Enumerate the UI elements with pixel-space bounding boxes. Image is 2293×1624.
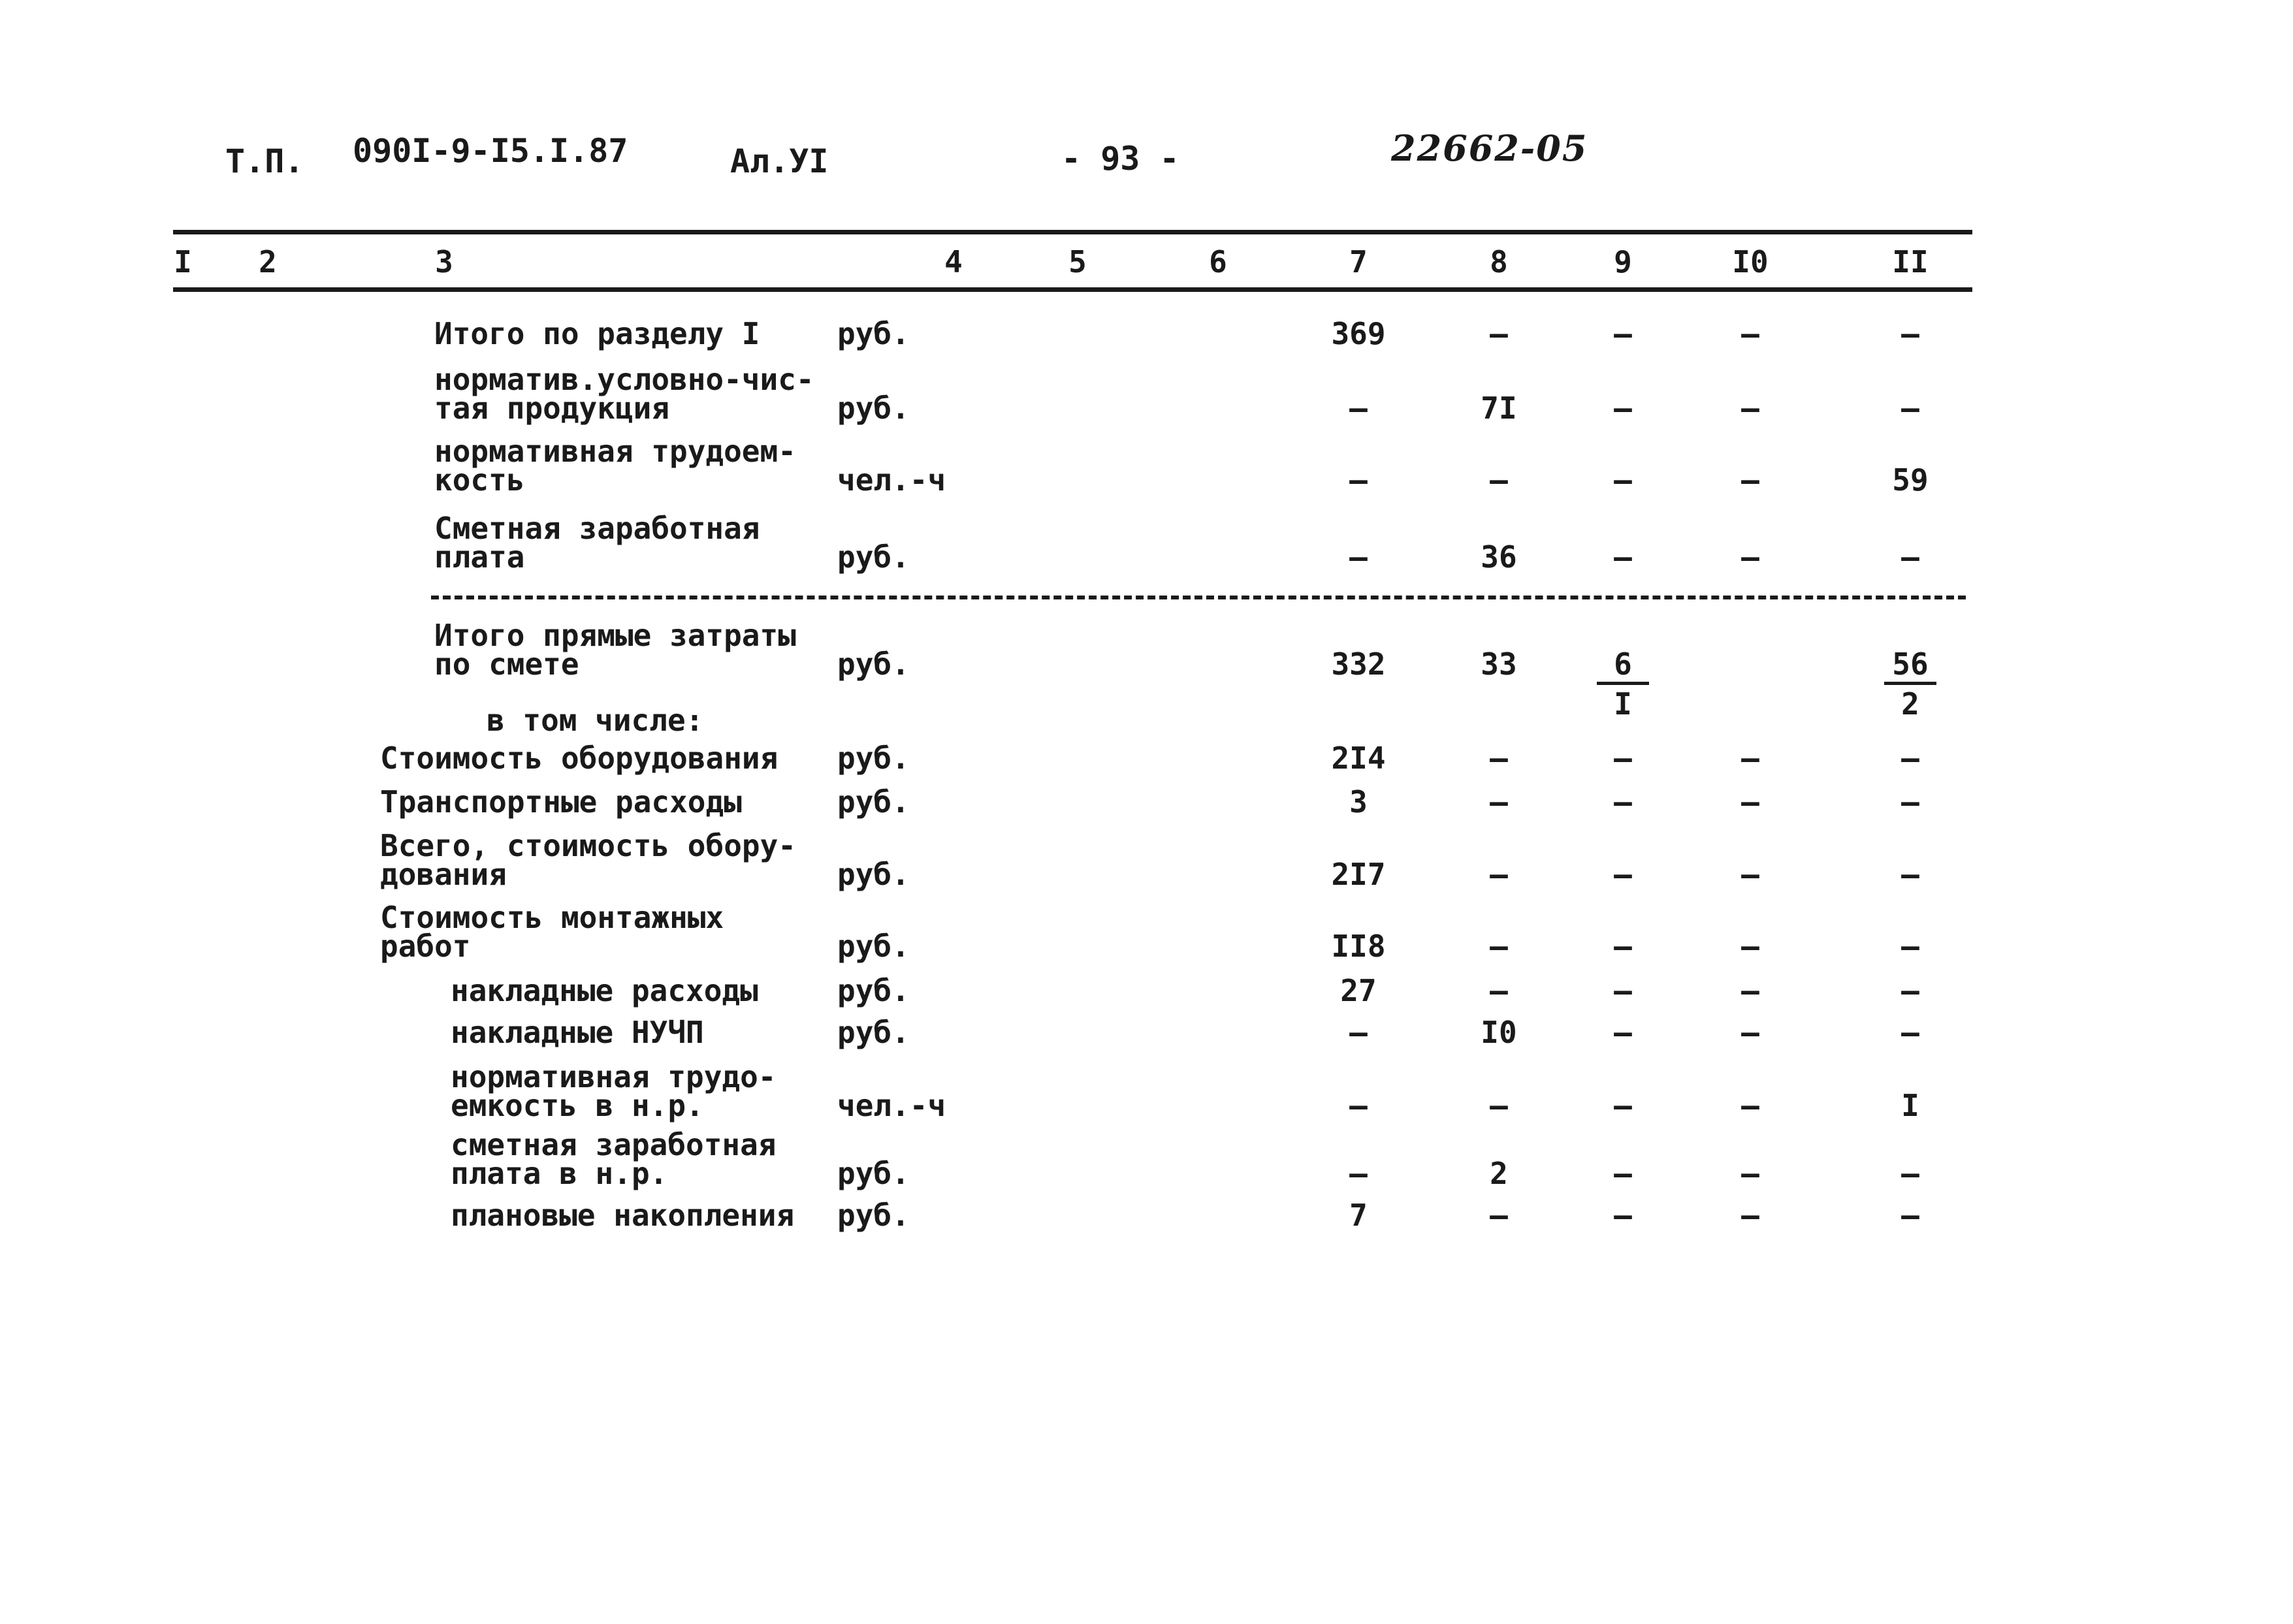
row-top-value-c7: –	[1349, 462, 1368, 498]
row-top-value-c11: 59	[1892, 462, 1929, 498]
row-bottom-value-c11: –	[1901, 929, 1919, 964]
row-bottom-value-c8: –	[1490, 973, 1508, 1008]
row-bottom-label: нормативная трудо-	[451, 1059, 777, 1094]
row-bottom-value-c8: –	[1490, 857, 1508, 892]
row-top-unit: чел.-ч	[837, 462, 946, 498]
row-bottom-value-c7: 2I7	[1331, 857, 1386, 892]
row-bottom-unit: руб.	[837, 784, 910, 820]
row-bottom-unit: руб.	[837, 973, 910, 1008]
column-number-5: 5	[1068, 244, 1087, 279]
row-bottom-label: плата в н.р.	[451, 1156, 668, 1191]
column-number-9: 9	[1614, 244, 1632, 279]
row-bottom-label: емкость в н.р.	[451, 1088, 704, 1123]
row-bottom-label: дования	[380, 857, 507, 892]
handwritten-number: 22662-05	[1391, 127, 1588, 169]
row-top-value-c8: 36	[1481, 539, 1517, 575]
page-number: - 93 -	[1061, 140, 1179, 178]
row-bottom-value-c9: –	[1614, 1088, 1632, 1123]
row-top-value-c9: –	[1614, 462, 1632, 498]
direct-costs-value-c8: 33	[1481, 646, 1517, 682]
row-bottom-unit: руб.	[837, 740, 910, 776]
row-top-label: плата	[434, 539, 525, 575]
row-top-label: нормативная трудоем-	[434, 434, 796, 469]
row-bottom-value-c9: –	[1614, 929, 1632, 964]
row-bottom-value-c7: 3	[1349, 784, 1368, 820]
row-top-value-c8: 7I	[1481, 390, 1517, 426]
row-top-value-c8: –	[1490, 316, 1508, 351]
row-top-value-c9: –	[1614, 316, 1632, 351]
row-top-label: тая продукция	[434, 390, 670, 426]
row-top-value-c10: –	[1741, 462, 1759, 498]
row-bottom-value-c10: –	[1741, 1198, 1759, 1233]
column-number-7: 7	[1349, 244, 1368, 279]
row-bottom-value-c8: –	[1490, 784, 1508, 820]
row-bottom-value-c8: –	[1490, 1198, 1508, 1233]
row-bottom-value-c10: –	[1741, 784, 1759, 820]
row-bottom-value-c9: –	[1614, 1015, 1632, 1050]
row-bottom-value-c9: –	[1614, 1198, 1632, 1233]
fraction-numerator: 56	[1884, 649, 1936, 685]
row-top-value-c9: –	[1614, 539, 1632, 575]
direct-costs-fraction-c11	[1884, 646, 1936, 722]
row-bottom-value-c11: –	[1901, 740, 1919, 776]
row-bottom-value-c7: II8	[1331, 929, 1386, 964]
fraction-denominator: I	[1614, 686, 1632, 722]
album-label: Ал.УI	[730, 142, 829, 180]
row-bottom-value-c7: –	[1349, 1156, 1368, 1191]
row-bottom-label: накладные расходы	[451, 973, 758, 1008]
direct-costs-fraction-c9	[1597, 646, 1649, 722]
row-bottom-value-c8: I0	[1481, 1015, 1517, 1050]
row-top-value-c11: –	[1901, 539, 1919, 575]
row-bottom-value-c8: –	[1490, 740, 1508, 776]
row-bottom-value-c11: I	[1901, 1088, 1919, 1123]
column-number-4: 4	[944, 244, 963, 279]
column-number-11: II	[1892, 244, 1929, 279]
dashed-separator	[431, 596, 1966, 599]
row-top-label: Итого по разделу I	[434, 316, 760, 351]
including-label: в том числе:	[487, 703, 704, 738]
column-number-8: 8	[1490, 244, 1508, 279]
row-bottom-value-c10: –	[1741, 929, 1759, 964]
row-bottom-value-c8: –	[1490, 929, 1508, 964]
top-rule	[173, 230, 1972, 234]
row-bottom-unit: руб.	[837, 1015, 910, 1050]
row-bottom-value-c8: –	[1490, 1088, 1508, 1123]
row-top-value-c8: –	[1490, 462, 1508, 498]
header-bottom-rule	[173, 287, 1972, 292]
row-top-value-c10: –	[1741, 316, 1759, 351]
row-bottom-value-c9: –	[1614, 857, 1632, 892]
row-bottom-label: плановые накопления	[451, 1198, 795, 1233]
row-bottom-unit: руб.	[837, 857, 910, 892]
column-number-3: 3	[435, 244, 453, 279]
direct-costs-value-c7: 332	[1331, 646, 1386, 682]
row-top-label: Сметная заработная	[434, 511, 760, 546]
row-bottom-value-c8: 2	[1490, 1156, 1508, 1191]
row-bottom-value-c10: –	[1741, 1088, 1759, 1123]
series-prefix: Т.П.	[225, 142, 304, 180]
row-bottom-unit: руб.	[837, 1156, 910, 1191]
row-bottom-value-c11: –	[1901, 784, 1919, 820]
row-bottom-unit: руб.	[837, 929, 910, 964]
project-code: 090I-9-I5.I.87	[353, 132, 628, 170]
column-number-10: I0	[1732, 244, 1769, 279]
row-bottom-value-c9: –	[1614, 973, 1632, 1008]
row-bottom-value-c11: –	[1901, 1198, 1919, 1233]
row-bottom-value-c9: –	[1614, 1156, 1632, 1191]
row-bottom-label: Транспортные расходы	[380, 784, 742, 820]
row-bottom-label: накладные НУЧП	[451, 1015, 704, 1050]
row-bottom-label: работ	[380, 929, 471, 964]
row-bottom-value-c10: –	[1741, 1156, 1759, 1191]
column-number-1: I	[174, 244, 192, 279]
row-top-unit: руб.	[837, 539, 910, 575]
row-top-value-c7: –	[1349, 390, 1368, 426]
row-top-value-c7: 369	[1331, 316, 1386, 351]
row-bottom-value-c11: –	[1901, 973, 1919, 1008]
row-top-unit: руб.	[837, 316, 910, 351]
column-number-2: 2	[259, 244, 277, 279]
row-bottom-value-c10: –	[1741, 973, 1759, 1008]
column-number-6: 6	[1209, 244, 1227, 279]
row-bottom-label: Всего, стоимость обору-	[380, 828, 796, 863]
row-bottom-value-c7: 2I4	[1331, 740, 1386, 776]
row-bottom-value-c9: –	[1614, 784, 1632, 820]
row-bottom-label: сметная заработная	[451, 1127, 777, 1162]
row-bottom-value-c7: 27	[1340, 973, 1377, 1008]
direct-costs-unit: руб.	[837, 646, 910, 682]
row-top-value-c11: –	[1901, 390, 1919, 426]
row-bottom-value-c11: –	[1901, 1156, 1919, 1191]
direct-costs-label: Итого прямые затраты	[434, 618, 796, 653]
row-bottom-label: Стоимость монтажных	[380, 900, 724, 935]
row-bottom-value-c10: –	[1741, 740, 1759, 776]
row-top-unit: руб.	[837, 390, 910, 426]
row-top-label: кость	[434, 462, 525, 498]
row-bottom-value-c9: –	[1614, 740, 1632, 776]
row-top-value-c9: –	[1614, 390, 1632, 426]
row-top-value-c7: –	[1349, 539, 1368, 575]
direct-costs-label: по смете	[434, 646, 579, 682]
row-top-value-c11: –	[1901, 316, 1919, 351]
row-top-value-c10: –	[1741, 390, 1759, 426]
row-bottom-value-c11: –	[1901, 1015, 1919, 1050]
row-bottom-value-c7: –	[1349, 1088, 1368, 1123]
row-top-label: норматив.условно-чис-	[434, 362, 814, 397]
row-top-value-c10: –	[1741, 539, 1759, 575]
row-bottom-unit: чел.-ч	[837, 1088, 946, 1123]
fraction-numerator: 6	[1597, 649, 1649, 685]
row-bottom-value-c7: 7	[1349, 1198, 1368, 1233]
row-bottom-unit: руб.	[837, 1198, 910, 1233]
row-bottom-value-c10: –	[1741, 857, 1759, 892]
row-bottom-value-c10: –	[1741, 1015, 1759, 1050]
row-bottom-value-c11: –	[1901, 857, 1919, 892]
row-bottom-value-c7: –	[1349, 1015, 1368, 1050]
row-bottom-label: Стоимость оборудования	[380, 740, 778, 776]
fraction-denominator: 2	[1901, 686, 1919, 722]
